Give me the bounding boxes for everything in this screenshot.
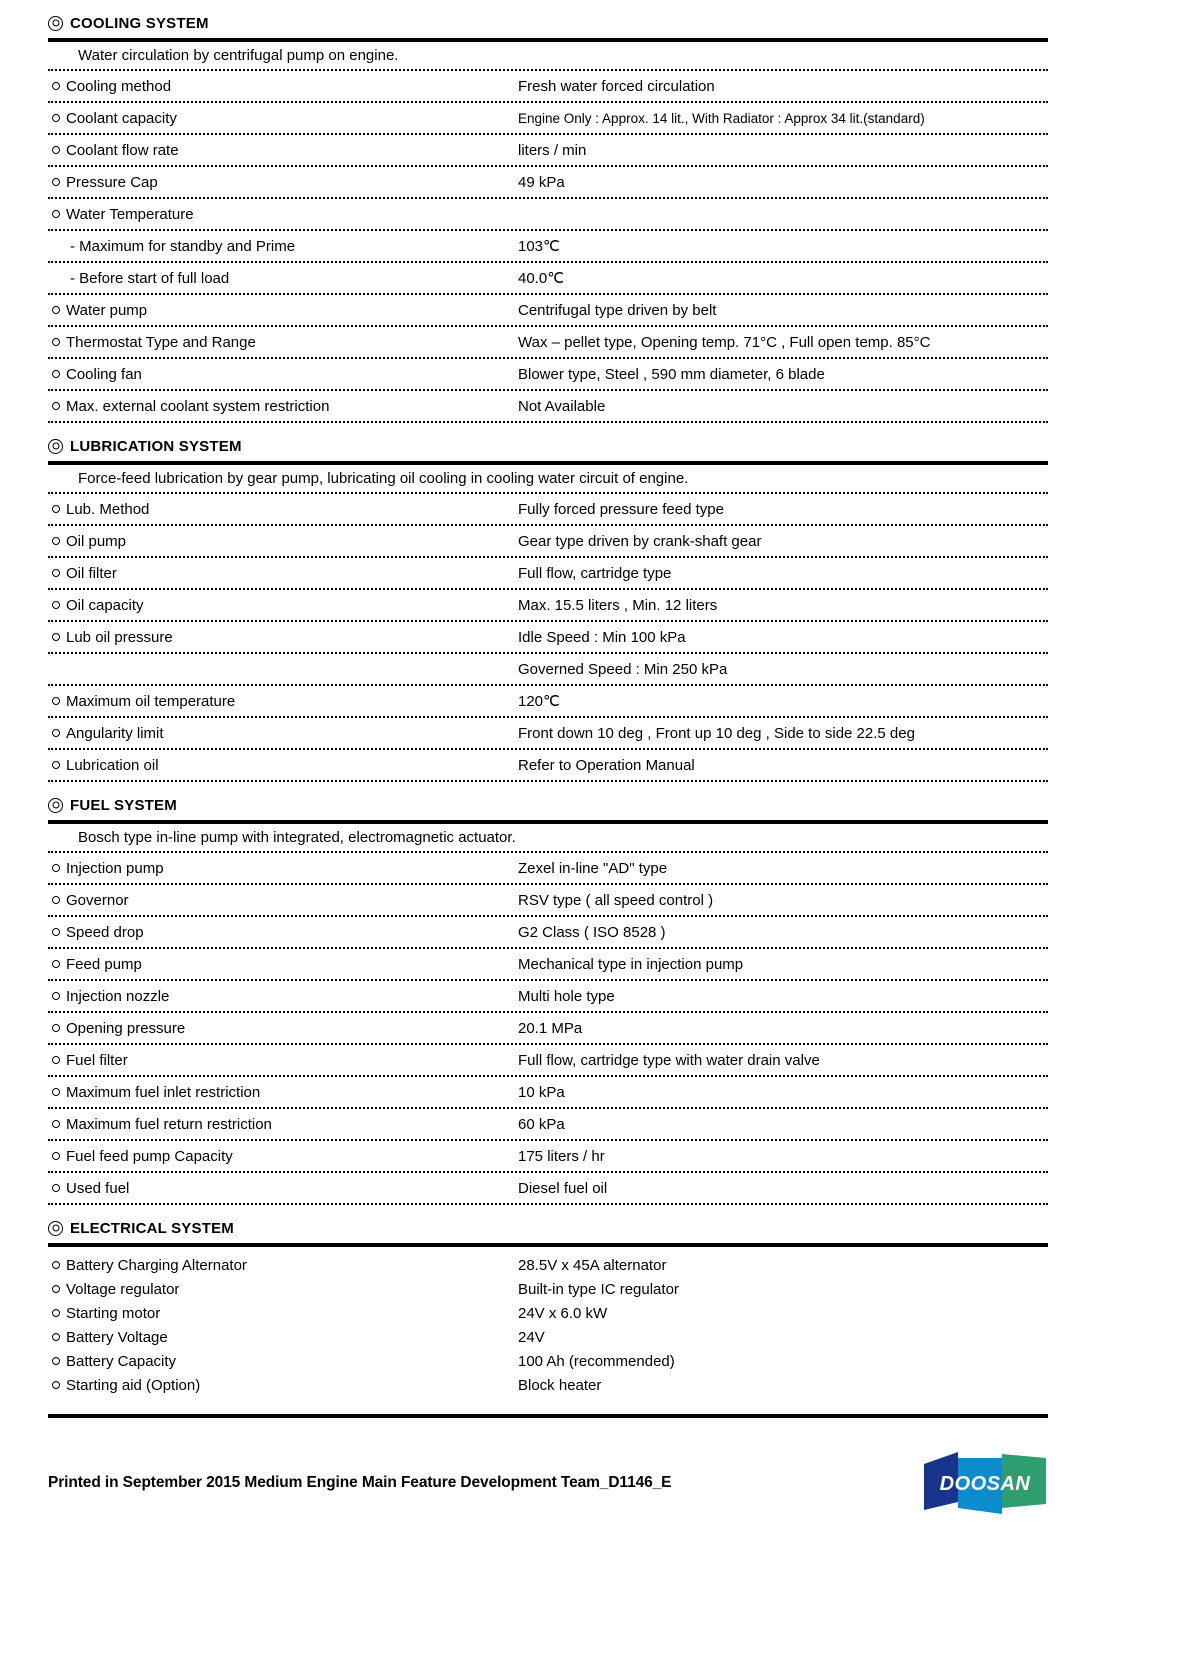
- circle-bullet-icon: [52, 1152, 60, 1160]
- row-value: 28.5V x 45A alternator: [518, 1256, 667, 1274]
- circle-bullet-icon: [52, 505, 60, 513]
- table-row: [48, 1141, 1048, 1171]
- row-label-wrap: [48, 1305, 518, 1322]
- row-label: Starting aid (Option): [66, 1376, 201, 1394]
- table-row: [48, 199, 1048, 229]
- table-row: [48, 1301, 1048, 1325]
- row-label-wrap: [48, 78, 518, 95]
- section-header: [48, 10, 1048, 36]
- row-label: Fuel filter: [66, 1051, 128, 1069]
- circle-bullet-icon: [52, 1024, 60, 1032]
- table-row: [48, 750, 1048, 780]
- section-intro: Force-feed lubrication by gear pump, lubricating oil cooling in cooling water circuit of engine.: [78, 470, 689, 487]
- row-separator: [48, 421, 1048, 423]
- row-label-wrap: [48, 1084, 518, 1101]
- row-value: Max. 15.5 liters , Min. 12 liters: [518, 596, 718, 614]
- row-label: Used fuel: [66, 1179, 130, 1197]
- row-label-wrap: [48, 174, 518, 191]
- spec-sheet-page: [48, 0, 1048, 1670]
- table-row: [48, 686, 1048, 716]
- circle-bullet-icon: [52, 146, 60, 154]
- row-label-wrap: [48, 597, 518, 614]
- row-label: Fuel feed pump Capacity: [66, 1147, 233, 1165]
- row-label-wrap: [48, 1180, 518, 1197]
- row-label: Maximum oil temperature: [66, 692, 236, 710]
- table-row: [48, 327, 1048, 357]
- row-label: Injection pump: [66, 859, 164, 877]
- spec-rows: [48, 494, 1048, 782]
- row-value: Block heater: [518, 1376, 602, 1394]
- row-label-wrap: [48, 533, 518, 550]
- row-label: Angularity limit: [66, 724, 164, 742]
- spec-rows: [48, 1247, 1048, 1397]
- row-label-wrap: [48, 1020, 518, 1037]
- row-value: Zexel in-line "AD" type: [518, 859, 668, 877]
- circle-bullet-icon: [52, 633, 60, 641]
- row-value: RSV type ( all speed control ): [518, 891, 714, 909]
- doosan-logo-text: DOOSAN: [939, 1473, 1031, 1495]
- row-label: Oil pump: [66, 532, 127, 550]
- table-row: [48, 1077, 1048, 1107]
- table-row: [48, 949, 1048, 979]
- circle-bullet-icon: [52, 992, 60, 1000]
- row-label: Coolant flow rate: [66, 141, 179, 159]
- row-value: Full flow, cartridge type with water drain valve: [518, 1051, 820, 1069]
- row-label: Battery Charging Alternator: [66, 1256, 247, 1274]
- spec-rows: [48, 853, 1048, 1205]
- row-label-wrap: [48, 693, 518, 710]
- circle-bullet-icon: [52, 729, 60, 737]
- circle-bullet-icon: [52, 178, 60, 186]
- row-value: 175 liters / hr: [518, 1147, 605, 1165]
- row-value: G2 Class ( ISO 8528 ): [518, 923, 666, 941]
- row-label: Coolant capacity: [66, 109, 177, 127]
- row-label-wrap: [48, 1281, 518, 1298]
- table-row: [48, 590, 1048, 620]
- section-intro: Water circulation by centrifugal pump on engine.: [78, 47, 399, 64]
- table-row: [48, 853, 1048, 883]
- row-label-wrap: [48, 302, 518, 319]
- row-value: Engine Only : Approx. 14 lit., With Radiator : Approx 34 lit.(standard): [518, 110, 925, 126]
- row-value: Mechanical type in injection pump: [518, 955, 744, 973]
- row-label-wrap: [48, 1148, 518, 1165]
- table-row: [48, 295, 1048, 325]
- row-value: Blower type, Steel , 590 mm diameter, 6 blade: [518, 365, 825, 383]
- row-value: 120℃: [518, 693, 560, 710]
- row-label-wrap: [48, 1257, 518, 1274]
- table-row: [48, 1253, 1048, 1277]
- table-row: [48, 391, 1048, 421]
- row-label: Water Temperature: [66, 205, 194, 223]
- row-label-wrap: [48, 1116, 518, 1133]
- row-value: 24V x 6.0 kW: [518, 1304, 608, 1322]
- circle-bullet-icon: [52, 306, 60, 314]
- row-value: Gear type driven by crank-shaft gear: [518, 532, 762, 550]
- row-label: Water pump: [66, 301, 148, 319]
- row-label: Cooling method: [66, 77, 172, 95]
- row-label-wrap: [48, 501, 518, 518]
- section-intro: Bosch type in-line pump with integrated, electromagnetic actuator.: [78, 829, 516, 846]
- row-label: Voltage regulator: [66, 1280, 180, 1298]
- row-label: Oil capacity: [66, 596, 144, 614]
- circle-bullet-icon: [52, 1381, 60, 1389]
- row-label-wrap: [48, 1377, 518, 1394]
- row-value: Full flow, cartridge type: [518, 564, 672, 582]
- row-label: Battery Voltage: [66, 1328, 168, 1346]
- circle-bullet-icon: [52, 370, 60, 378]
- row-label: Opening pressure: [66, 1019, 186, 1037]
- circle-bullet-icon: [52, 1184, 60, 1192]
- row-label: Cooling fan: [66, 365, 142, 383]
- table-row: [48, 167, 1048, 197]
- spec-rows: [48, 71, 1048, 423]
- row-value: Fully forced pressure feed type: [518, 500, 724, 518]
- circle-bullet-icon: [52, 697, 60, 705]
- row-label-wrap: [48, 366, 518, 383]
- row-value: Fresh water forced circulation: [518, 77, 715, 95]
- circle-bullet-icon: [52, 1285, 60, 1293]
- row-value: Refer to Operation Manual: [518, 756, 695, 774]
- circle-bullet-icon: [52, 114, 60, 122]
- section-header: [48, 433, 1048, 459]
- circle-bullet-icon: [52, 1309, 60, 1317]
- section-title: LUBRICATION SYSTEM: [70, 437, 242, 455]
- row-label: Oil filter: [66, 564, 117, 582]
- row-value: 40.0℃: [518, 270, 565, 287]
- table-row: [48, 718, 1048, 748]
- row-label-wrap: [48, 1353, 518, 1370]
- circle-bullet-icon: [52, 1120, 60, 1128]
- section-electrical-system: [48, 1215, 1048, 1397]
- row-label-wrap: [48, 1052, 518, 1069]
- row-value: 60 kPa: [518, 1115, 565, 1133]
- table-row: [48, 71, 1048, 101]
- section-lubrication-system: [48, 433, 1048, 782]
- row-label: Maximum fuel inlet restriction: [66, 1083, 261, 1101]
- table-row: [48, 917, 1048, 947]
- row-label: Max. external coolant system restriction: [66, 397, 330, 415]
- table-row: [48, 1349, 1048, 1373]
- row-label: Injection nozzle: [66, 987, 170, 1005]
- table-row: [48, 1277, 1048, 1301]
- circle-bullet-icon: [52, 928, 60, 936]
- row-label-wrap: [48, 956, 518, 973]
- row-value: liters / min: [518, 141, 587, 159]
- circle-bullet-icon: [52, 82, 60, 90]
- circle-bullet-icon: [52, 761, 60, 769]
- row-label: Lubrication oil: [66, 756, 159, 774]
- row-separator: [48, 1203, 1048, 1205]
- row-label: Governor: [66, 891, 129, 909]
- row-label-wrap: [48, 860, 518, 877]
- circle-bullet-icon: [52, 1261, 60, 1269]
- row-separator: [48, 780, 1048, 782]
- table-row: [48, 526, 1048, 556]
- row-value: Idle Speed : Min 100 kPa: [518, 628, 686, 646]
- row-label-wrap: [48, 270, 518, 287]
- footer-divider: [48, 1414, 1048, 1418]
- row-label-wrap: [48, 334, 518, 351]
- circle-bullet-icon: [52, 569, 60, 577]
- row-value: Governed Speed : Min 250 kPa: [518, 660, 728, 678]
- row-label-wrap: [48, 565, 518, 582]
- doosan-logo: [924, 1452, 1046, 1514]
- row-value: 49 kPa: [518, 173, 565, 191]
- table-row: [48, 1013, 1048, 1043]
- row-label-wrap: [48, 988, 518, 1005]
- row-label-wrap: [48, 629, 518, 646]
- bullseye-icon: [48, 16, 63, 31]
- table-row: [48, 885, 1048, 915]
- row-label: Starting motor: [66, 1304, 161, 1322]
- section-title: ELECTRICAL SYSTEM: [70, 1219, 234, 1237]
- circle-bullet-icon: [52, 601, 60, 609]
- table-row: [48, 654, 1048, 684]
- row-label: Lub. Method: [66, 500, 150, 518]
- row-value: 103℃: [518, 238, 560, 255]
- row-label-wrap: [48, 398, 518, 415]
- row-label-wrap: [48, 206, 518, 223]
- row-label-wrap: [48, 142, 518, 159]
- section-title: FUEL SYSTEM: [70, 796, 177, 814]
- table-row: [48, 231, 1048, 261]
- table-row: [48, 1109, 1048, 1139]
- row-label-wrap: [48, 892, 518, 909]
- table-row: [48, 1045, 1048, 1075]
- section-cooling-system: [48, 10, 1048, 423]
- section-title: COOLING SYSTEM: [70, 14, 209, 32]
- row-label-wrap: [48, 1329, 518, 1346]
- row-label: Maximum fuel return restriction: [66, 1115, 272, 1133]
- circle-bullet-icon: [52, 537, 60, 545]
- row-value: Wax – pellet type, Opening temp. 71°C , Full open temp. 85°C: [518, 333, 931, 351]
- table-row: [48, 622, 1048, 652]
- row-label: Speed drop: [66, 923, 144, 941]
- table-row: [48, 103, 1048, 133]
- circle-bullet-icon: [52, 402, 60, 410]
- row-value: Diesel fuel oil: [518, 1179, 608, 1197]
- row-value: Built-in type IC regulator: [518, 1280, 679, 1298]
- row-label: Thermostat Type and Range: [66, 333, 256, 351]
- circle-bullet-icon: [52, 1056, 60, 1064]
- row-label: Lub oil pressure: [66, 628, 173, 646]
- row-label: Feed pump: [66, 955, 142, 973]
- row-value: 24V: [518, 1328, 545, 1346]
- section-fuel-system: [48, 792, 1048, 1205]
- page-footer: [48, 1438, 1048, 1528]
- circle-bullet-icon: [52, 1333, 60, 1341]
- table-row: [48, 359, 1048, 389]
- row-label-wrap: [48, 665, 518, 673]
- row-value: Centrifugal type driven by belt: [518, 301, 717, 319]
- table-row: [48, 135, 1048, 165]
- section-header: [48, 1215, 1048, 1241]
- table-row: [48, 494, 1048, 524]
- bullseye-icon: [48, 439, 63, 454]
- table-row: [48, 558, 1048, 588]
- row-label-wrap: [48, 110, 518, 127]
- circle-bullet-icon: [52, 1357, 60, 1365]
- row-label-wrap: [48, 725, 518, 742]
- row-label-wrap: [48, 924, 518, 941]
- row-label: Battery Capacity: [66, 1352, 177, 1370]
- circle-bullet-icon: [52, 960, 60, 968]
- row-label: - Before start of full load: [70, 269, 230, 287]
- row-value: Multi hole type: [518, 987, 615, 1005]
- row-label: Pressure Cap: [66, 173, 158, 191]
- circle-bullet-icon: [52, 864, 60, 872]
- table-row: [48, 981, 1048, 1011]
- table-row: [48, 263, 1048, 293]
- section-header: [48, 792, 1048, 818]
- table-row: [48, 1325, 1048, 1349]
- row-value: 100 Ah (recommended): [518, 1352, 675, 1370]
- table-row: [48, 1373, 1048, 1397]
- row-label-wrap: [48, 757, 518, 774]
- circle-bullet-icon: [52, 896, 60, 904]
- row-value: Front down 10 deg , Front up 10 deg , Side to side 22.5 deg: [518, 724, 915, 742]
- row-label: - Maximum for standby and Prime: [70, 237, 296, 255]
- circle-bullet-icon: [52, 210, 60, 218]
- table-row: [48, 1173, 1048, 1203]
- circle-bullet-icon: [52, 338, 60, 346]
- bullseye-icon: [48, 798, 63, 813]
- row-value: Not Available: [518, 397, 606, 415]
- row-value: 10 kPa: [518, 1083, 565, 1101]
- row-label-wrap: [48, 238, 518, 255]
- bullseye-icon: [48, 1221, 63, 1236]
- circle-bullet-icon: [52, 1088, 60, 1096]
- row-value: 20.1 MPa: [518, 1019, 583, 1037]
- footer-print-info: Printed in September 2015 Medium Engine Main Feature Development Team_D1146_E: [48, 1474, 672, 1491]
